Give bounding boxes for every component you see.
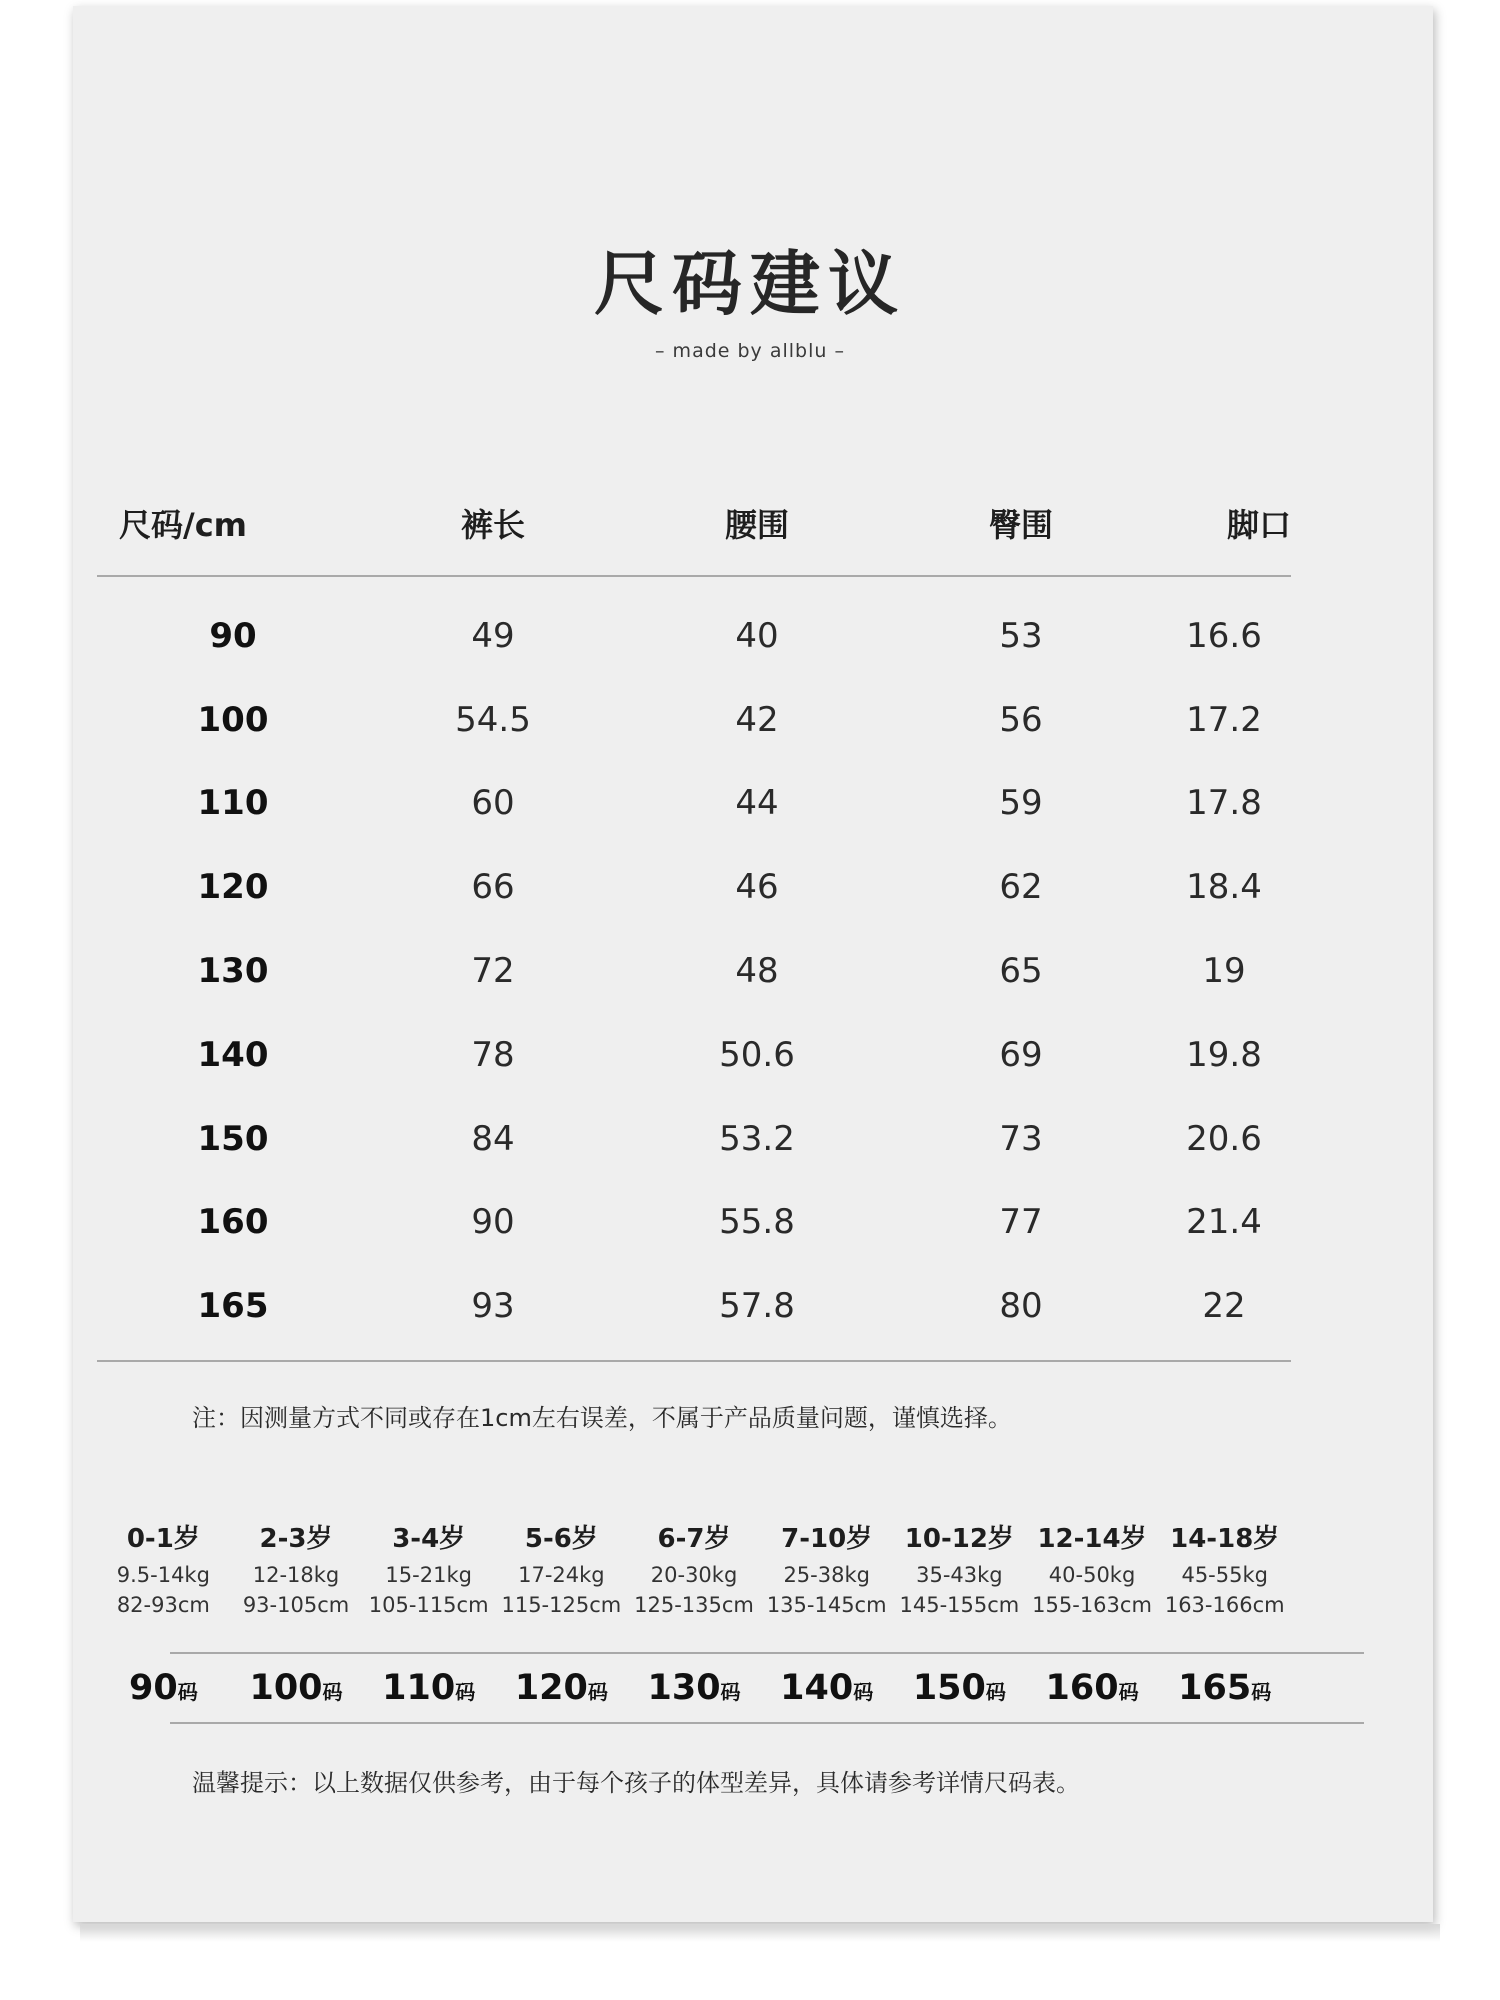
age-weight: 40-50kg <box>1048 1563 1136 1587</box>
age-column <box>362 1518 495 1620</box>
age-weight: 15-21kg <box>385 1563 472 1587</box>
cell-size: 90 <box>209 615 257 656</box>
age-column <box>1158 1518 1291 1620</box>
cell-hip: 80 <box>999 1286 1043 1327</box>
cell-waist: 55.8 <box>719 1202 795 1243</box>
size-number: 90 <box>128 1668 178 1708</box>
age-height: 163-166cm <box>1164 1593 1285 1617</box>
cell-leg-opening: 19.8 <box>1186 1034 1262 1075</box>
cell-hip: 56 <box>999 699 1043 740</box>
header-hip: 臀围 <box>988 505 1053 544</box>
cell-hip: 53 <box>999 615 1043 656</box>
age-label: 2-3岁 <box>259 1524 333 1554</box>
table-row <box>97 678 1291 762</box>
cell-leg-opening: 21.4 <box>1186 1202 1262 1243</box>
size-unit: 码 <box>1251 1680 1272 1704</box>
table-row <box>97 929 1291 1013</box>
cell-length: 54.5 <box>455 699 531 740</box>
size-table <box>97 470 1291 1362</box>
age-height: 105-115cm <box>368 1593 489 1617</box>
cell-waist: 48 <box>735 951 779 992</box>
cell-length: 60 <box>471 783 515 824</box>
recommended-size <box>760 1656 893 1720</box>
cell-length: 90 <box>471 1202 515 1243</box>
size-unit: 码 <box>455 1680 476 1704</box>
recommended-size <box>1026 1656 1159 1720</box>
cell-length: 49 <box>471 615 515 656</box>
cell-leg-opening: 22 <box>1202 1286 1246 1327</box>
age-label: 0-1岁 <box>126 1524 200 1554</box>
age-height: 82-93cm <box>116 1593 210 1617</box>
age-weight: 17-24kg <box>518 1563 605 1587</box>
size-number: 120 <box>514 1668 588 1708</box>
cell-leg-opening: 20.6 <box>1186 1118 1262 1159</box>
warm-tip: 温馨提示：以上数据仅供参考，由于每个孩子的体型差异，具体请参考详情尺码表。 <box>192 1769 1080 1797</box>
age-height: 145-155cm <box>899 1593 1020 1617</box>
page-title: 尺码建议 <box>594 243 906 325</box>
cell-waist: 57.8 <box>719 1286 795 1327</box>
cell-waist: 42 <box>735 699 779 740</box>
table-row <box>97 845 1291 929</box>
age-height: 125-135cm <box>634 1593 754 1617</box>
cell-hip: 59 <box>999 783 1043 824</box>
cell-leg-opening: 19 <box>1202 951 1246 992</box>
cell-hip: 62 <box>999 867 1043 908</box>
cell-length: 66 <box>471 867 515 908</box>
size-unit: 码 <box>177 1680 198 1704</box>
age-column <box>1026 1518 1159 1620</box>
size-number: 140 <box>780 1668 854 1708</box>
age-weight: 35-43kg <box>916 1563 1003 1587</box>
header-size: 尺码/cm <box>119 505 248 544</box>
card-shadow <box>80 1924 1440 1942</box>
size-number: 150 <box>912 1668 986 1708</box>
cell-waist: 53.2 <box>719 1118 795 1159</box>
age-guide <box>97 1518 1291 1620</box>
recommended-size <box>628 1656 761 1720</box>
cell-waist: 46 <box>735 867 779 908</box>
cell-leg-opening: 18.4 <box>1186 867 1262 908</box>
age-height: 115-125cm <box>501 1593 622 1617</box>
size-number: 160 <box>1045 1668 1119 1708</box>
header-leg-opening: 脚口 <box>1226 505 1291 544</box>
table-row <box>97 1264 1291 1348</box>
age-label: 14-18岁 <box>1170 1524 1280 1554</box>
size-unit: 码 <box>720 1680 741 1704</box>
cell-leg-opening: 17.2 <box>1186 699 1262 740</box>
recommended-size <box>495 1656 628 1720</box>
cell-hip: 69 <box>999 1034 1043 1075</box>
table-row <box>97 594 1291 678</box>
table-header <box>97 470 1291 575</box>
table-row <box>97 762 1291 846</box>
size-unit: 码 <box>853 1680 874 1704</box>
cell-size: 140 <box>197 1034 269 1075</box>
recommended-size <box>362 1656 495 1720</box>
cell-size: 120 <box>197 867 269 908</box>
cell-size: 165 <box>197 1286 269 1327</box>
cell-length: 78 <box>471 1034 515 1075</box>
age-weight: 25-38kg <box>783 1563 870 1587</box>
recommended-size <box>1158 1656 1291 1720</box>
size-number: 110 <box>382 1668 456 1708</box>
table-row <box>97 1097 1291 1181</box>
age-label: 12-14岁 <box>1037 1524 1147 1554</box>
cell-waist: 40 <box>735 615 779 656</box>
cell-size: 160 <box>197 1202 269 1243</box>
age-weight: 20-30kg <box>650 1563 738 1587</box>
size-unit: 码 <box>322 1680 343 1704</box>
cell-waist: 44 <box>735 783 779 824</box>
cell-length: 72 <box>471 951 515 992</box>
size-number: 100 <box>249 1668 323 1708</box>
age-column <box>628 1518 761 1620</box>
size-unit: 码 <box>1118 1680 1139 1704</box>
age-weight: 12-18kg <box>252 1563 340 1587</box>
table-row <box>97 1013 1291 1097</box>
age-label: 7-10岁 <box>781 1524 873 1554</box>
age-column <box>495 1518 628 1620</box>
cell-hip: 73 <box>999 1118 1043 1159</box>
age-column <box>97 1518 230 1620</box>
cell-leg-opening: 17.8 <box>1186 783 1262 824</box>
age-guide-divider-top <box>170 1652 1364 1654</box>
age-column <box>893 1518 1026 1620</box>
age-label: 6-7岁 <box>657 1524 731 1554</box>
cell-waist: 50.6 <box>719 1034 795 1075</box>
header-waist: 腰围 <box>724 505 789 544</box>
recommended-size <box>893 1656 1026 1720</box>
age-weight: 9.5-14kg <box>116 1563 210 1587</box>
cell-hip: 77 <box>999 1202 1043 1243</box>
cell-size: 130 <box>197 951 269 992</box>
age-height: 93-105cm <box>242 1593 350 1617</box>
age-height: 155-163cm <box>1032 1593 1152 1617</box>
age-guide-divider-bottom <box>170 1722 1364 1724</box>
table-row <box>97 1181 1291 1265</box>
page-subtitle: – made by allblu – <box>655 340 845 362</box>
size-unit: 码 <box>587 1680 608 1704</box>
age-height: 135-145cm <box>766 1593 887 1617</box>
recommended-size <box>230 1656 363 1720</box>
age-label: 3-4岁 <box>392 1524 466 1554</box>
measurement-note: 注：因测量方式不同或存在1cm左右误差，不属于产品质量问题，谨慎选择。 <box>192 1404 1012 1432</box>
age-label: 10-12岁 <box>904 1524 1014 1554</box>
age-size-row <box>97 1656 1291 1720</box>
age-column <box>230 1518 363 1620</box>
header-length: 裤长 <box>460 505 525 544</box>
cell-leg-opening: 16.6 <box>1186 615 1262 656</box>
size-number: 130 <box>647 1668 721 1708</box>
cell-size: 150 <box>197 1118 269 1159</box>
age-label: 5-6岁 <box>524 1524 598 1554</box>
size-number: 165 <box>1178 1668 1252 1708</box>
table-bottom-divider <box>97 1360 1291 1362</box>
cell-size: 110 <box>197 783 269 824</box>
cell-length: 84 <box>471 1118 515 1159</box>
age-weight: 45-55kg <box>1181 1563 1268 1587</box>
cell-size: 100 <box>197 699 269 740</box>
size-unit: 码 <box>985 1680 1006 1704</box>
cell-hip: 65 <box>999 951 1043 992</box>
cell-length: 93 <box>471 1286 515 1327</box>
table-body <box>97 577 1291 1360</box>
recommended-size <box>97 1656 230 1720</box>
age-column <box>760 1518 893 1620</box>
